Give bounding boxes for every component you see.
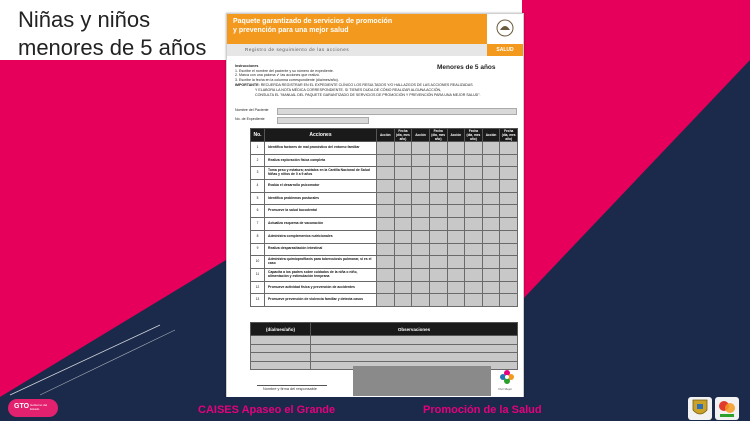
- action-check-cell: [482, 180, 500, 193]
- action-check-cell: [377, 154, 395, 167]
- action-text: Promueve prevención de violencia familiar y detecta casos: [265, 294, 377, 307]
- action-date-cell: [500, 142, 518, 155]
- obs-row: [251, 344, 518, 353]
- action-text: Promueve actividad física y prevención de accidentes: [265, 281, 377, 294]
- action-text: Capacita a los padres sobre cuidados de la niña o niño, alimentación y estimulación temprana: [265, 268, 377, 281]
- action-check-cell: [377, 218, 395, 231]
- obs-row: [251, 336, 518, 345]
- actions-table-header: [251, 129, 518, 142]
- action-date-cell: [394, 268, 412, 281]
- action-date-cell: [465, 230, 483, 243]
- record-number-label: No. de Expediente: [235, 117, 265, 121]
- action-check-cell: [482, 205, 500, 218]
- header-date-col: Fecha (dia, mes año): [466, 129, 481, 141]
- action-check-cell: [412, 294, 430, 307]
- action-check-cell: [447, 192, 465, 205]
- action-date-cell: [500, 268, 518, 281]
- action-check-cell: [412, 205, 430, 218]
- header-actions: Acciones: [265, 129, 377, 142]
- action-check-cell: [447, 294, 465, 307]
- action-check-cell: [412, 142, 430, 155]
- header-num: No.: [251, 129, 265, 142]
- action-date-cell: [394, 230, 412, 243]
- action-date-cell: [429, 180, 447, 193]
- important-label: IMPORTANTE:: [235, 83, 260, 88]
- instruction-line: 1. Escribe el nombre del paciente y su número de expediente.: [235, 68, 334, 73]
- action-date-cell: [500, 294, 518, 307]
- action-check-cell: [482, 256, 500, 269]
- header-date-col: Fecha (dia, mes año): [501, 129, 516, 141]
- action-number: 9: [251, 243, 265, 256]
- action-check-cell: [482, 268, 500, 281]
- action-number: 3: [251, 167, 265, 180]
- observations-table: [250, 322, 518, 370]
- action-check-cell: [482, 154, 500, 167]
- action-number: 11: [251, 268, 265, 281]
- action-date-cell: [394, 192, 412, 205]
- action-date-cell: [394, 142, 412, 155]
- action-date-cell: [465, 205, 483, 218]
- action-row: [251, 268, 518, 281]
- action-check-cell: [377, 243, 395, 256]
- header-title-line2: y prevención para una mejor salud: [233, 27, 349, 34]
- gto-logo-subtext: Gobierno del Estado: [30, 403, 48, 411]
- action-date-cell: [429, 218, 447, 231]
- action-date-cell: [500, 180, 518, 193]
- action-check-cell: [482, 167, 500, 180]
- action-check-cell: [482, 294, 500, 307]
- action-check-cell: [482, 218, 500, 231]
- action-check-cell: [377, 281, 395, 294]
- action-number: 8: [251, 230, 265, 243]
- header-action-col: Acción: [447, 129, 465, 142]
- action-number: 4: [251, 180, 265, 193]
- action-text: Realiza exploración física completa: [265, 154, 377, 167]
- action-date-cell: [465, 154, 483, 167]
- action-check-cell: [377, 205, 395, 218]
- action-date-cell: [465, 243, 483, 256]
- action-check-cell: [447, 256, 465, 269]
- action-date-cell: [500, 218, 518, 231]
- action-text: Toma peso y estatura; anótalos en la Cartilla Nacional de Salud Niñas y niños de 0 a 9 años: [265, 167, 377, 180]
- action-check-cell: [447, 230, 465, 243]
- action-date-cell: [429, 205, 447, 218]
- action-check-cell: [447, 154, 465, 167]
- obs-header-date: (día/mes/año): [251, 323, 311, 336]
- action-row: [251, 281, 518, 294]
- action-number: 6: [251, 205, 265, 218]
- important-line: CONSULTA EL "MANUAL DEL PAQUETE GARANTIZADO DE SERVICIOS DE PROMOCIÓN Y PREVENCIÓN PARA UNA MEJOR SALUD".: [255, 92, 481, 97]
- action-check-cell: [482, 230, 500, 243]
- action-number: 5: [251, 192, 265, 205]
- action-check-cell: [412, 192, 430, 205]
- header-action-col: Acción: [482, 129, 500, 142]
- gray-panel: [353, 366, 491, 396]
- action-check-cell: [412, 256, 430, 269]
- action-row: [251, 154, 518, 167]
- action-check-cell: [447, 218, 465, 231]
- important-line: RECUERDA REGISTRAR EN EL EXPEDIENTE CLÍNICO LOS RESULTADOS Y/O HALLAZGOS DE LAS ACCIONES REALIZADAS: [260, 83, 473, 88]
- signature-line: [257, 385, 327, 386]
- action-date-cell: [394, 294, 412, 307]
- action-date-cell: [500, 256, 518, 269]
- header-action-col: Acción: [412, 129, 430, 142]
- action-check-cell: [377, 294, 395, 307]
- header-action-col: Acción: [377, 129, 395, 142]
- action-text: Administra quimioprofilaxis para tuberculosis pulmonar, si es el caso: [265, 256, 377, 269]
- action-date-cell: [429, 268, 447, 281]
- action-date-cell: [465, 281, 483, 294]
- action-number: 2: [251, 154, 265, 167]
- action-date-cell: [500, 205, 518, 218]
- action-text: Identifica problemas posturales: [265, 192, 377, 205]
- action-date-cell: [465, 180, 483, 193]
- footer-bar: [0, 397, 750, 421]
- instruction-line: 2. Marca con una paloma ✔ las acciones que realizó.: [235, 73, 320, 78]
- action-text: Actualiza esquema de vacunación: [265, 218, 377, 231]
- action-check-cell: [412, 243, 430, 256]
- action-date-cell: [394, 218, 412, 231]
- action-date-cell: [429, 243, 447, 256]
- action-check-cell: [377, 230, 395, 243]
- slide-title-line1: Niñas y niños: [18, 7, 151, 32]
- action-text: Promueve la salud bucodental: [265, 205, 377, 218]
- action-date-cell: [465, 167, 483, 180]
- header-title-line1: Paquete garantizado de servicios de promoción: [233, 18, 393, 25]
- action-date-cell: [465, 192, 483, 205]
- document-header-title: [233, 17, 458, 35]
- action-date-cell: [429, 256, 447, 269]
- instructions-title: Instrucciones: [235, 64, 259, 68]
- footer-left-text: CAISES Apaseo el Grande: [198, 404, 336, 416]
- action-check-cell: [412, 281, 430, 294]
- age-group-label: Menores de 5 años: [437, 64, 496, 71]
- document-header: [227, 14, 523, 44]
- action-check-cell: [447, 167, 465, 180]
- action-date-cell: [394, 256, 412, 269]
- action-text: Realiza desparasitación intestinal: [265, 243, 377, 256]
- action-check-cell: [482, 142, 500, 155]
- action-row: [251, 142, 518, 155]
- action-check-cell: [377, 256, 395, 269]
- record-number-field: [277, 117, 369, 124]
- document-image: [226, 13, 524, 399]
- action-check-cell: [377, 180, 395, 193]
- action-check-cell: [482, 281, 500, 294]
- header-date-col: Fecha (dia, mes año): [396, 129, 410, 141]
- action-date-cell: [394, 243, 412, 256]
- action-check-cell: [447, 180, 465, 193]
- action-number: 13: [251, 294, 265, 307]
- action-check-cell: [482, 192, 500, 205]
- action-date-cell: [500, 154, 518, 167]
- action-row: [251, 180, 518, 193]
- action-check-cell: [377, 167, 395, 180]
- slide-title-line2: menores de 5 años: [18, 35, 207, 60]
- slide-title: [18, 6, 206, 62]
- action-row: [251, 167, 518, 180]
- action-date-cell: [500, 243, 518, 256]
- footer-right-text: Promoción de la Salud: [423, 404, 542, 416]
- action-date-cell: [429, 167, 447, 180]
- instruction-line: 3. Escribe la fecha en la columna correspondiente (día/mes/año).: [235, 77, 339, 82]
- action-number: 7: [251, 218, 265, 231]
- action-date-cell: [429, 192, 447, 205]
- action-check-cell: [412, 180, 430, 193]
- action-check-cell: [412, 230, 430, 243]
- vivir-mejor-label: Vivir Mejor: [498, 387, 513, 391]
- gto-logo-text: GTO: [14, 403, 30, 410]
- action-date-cell: [429, 281, 447, 294]
- action-date-cell: [394, 205, 412, 218]
- action-number: 10: [251, 256, 265, 269]
- action-check-cell: [412, 218, 430, 231]
- action-date-cell: [465, 142, 483, 155]
- action-date-cell: [394, 154, 412, 167]
- action-check-cell: [447, 281, 465, 294]
- action-check-cell: [412, 154, 430, 167]
- action-check-cell: [412, 268, 430, 281]
- action-row: [251, 205, 518, 218]
- action-date-cell: [394, 167, 412, 180]
- action-check-cell: [447, 268, 465, 281]
- action-date-cell: [394, 180, 412, 193]
- salud-tag: SALUD: [487, 44, 523, 56]
- action-date-cell: [465, 218, 483, 231]
- obs-header-observations: Observaciones: [311, 323, 518, 336]
- action-check-cell: [377, 192, 395, 205]
- action-text: Administra complementos nutricionales: [265, 230, 377, 243]
- header-date-col: Fecha (dia, mes año): [431, 129, 446, 141]
- obs-row: [251, 353, 518, 362]
- action-check-cell: [377, 142, 395, 155]
- actions-table: [250, 128, 518, 307]
- action-check-cell: [447, 243, 465, 256]
- action-row: [251, 294, 518, 307]
- municipal-seal-icon: [688, 397, 712, 420]
- action-row: [251, 230, 518, 243]
- action-number: 12: [251, 281, 265, 294]
- vivir-mejor-flower-icon: [499, 369, 515, 385]
- action-check-cell: [447, 142, 465, 155]
- action-date-cell: [500, 281, 518, 294]
- action-date-cell: [394, 281, 412, 294]
- action-date-cell: [500, 167, 518, 180]
- action-date-cell: [429, 230, 447, 243]
- action-check-cell: [482, 243, 500, 256]
- action-date-cell: [429, 142, 447, 155]
- action-check-cell: [412, 167, 430, 180]
- action-date-cell: [465, 294, 483, 307]
- important-line: Y ELABORA LA NOTA MÉDICA CORRESPONDIENTE. SI TIENES DUDA DE CÓMO REALIZAR ALGUNA ACCIÓN,: [255, 87, 442, 92]
- action-date-cell: [500, 230, 518, 243]
- action-check-cell: [447, 205, 465, 218]
- action-date-cell: [465, 256, 483, 269]
- action-text: Evalúa el desarrollo psicomotor: [265, 180, 377, 193]
- action-row: [251, 192, 518, 205]
- patient-name-field: [277, 108, 517, 115]
- signature-label: Nombre y firma del responsable: [263, 387, 317, 391]
- action-row: [251, 218, 518, 231]
- action-number: 1: [251, 142, 265, 155]
- action-check-cell: [377, 268, 395, 281]
- action-date-cell: [500, 192, 518, 205]
- health-promotion-logo-icon: [715, 397, 739, 420]
- action-row: [251, 243, 518, 256]
- action-date-cell: [429, 294, 447, 307]
- document-subtitle: Registro de seguimiento de las acciones: [227, 44, 487, 56]
- action-date-cell: [465, 268, 483, 281]
- action-text: Identifica factores de mal pronóstico del entorno familiar: [265, 142, 377, 155]
- patient-name-label: Nombre del Paciente: [235, 108, 269, 112]
- action-row: [251, 256, 518, 269]
- action-date-cell: [429, 154, 447, 167]
